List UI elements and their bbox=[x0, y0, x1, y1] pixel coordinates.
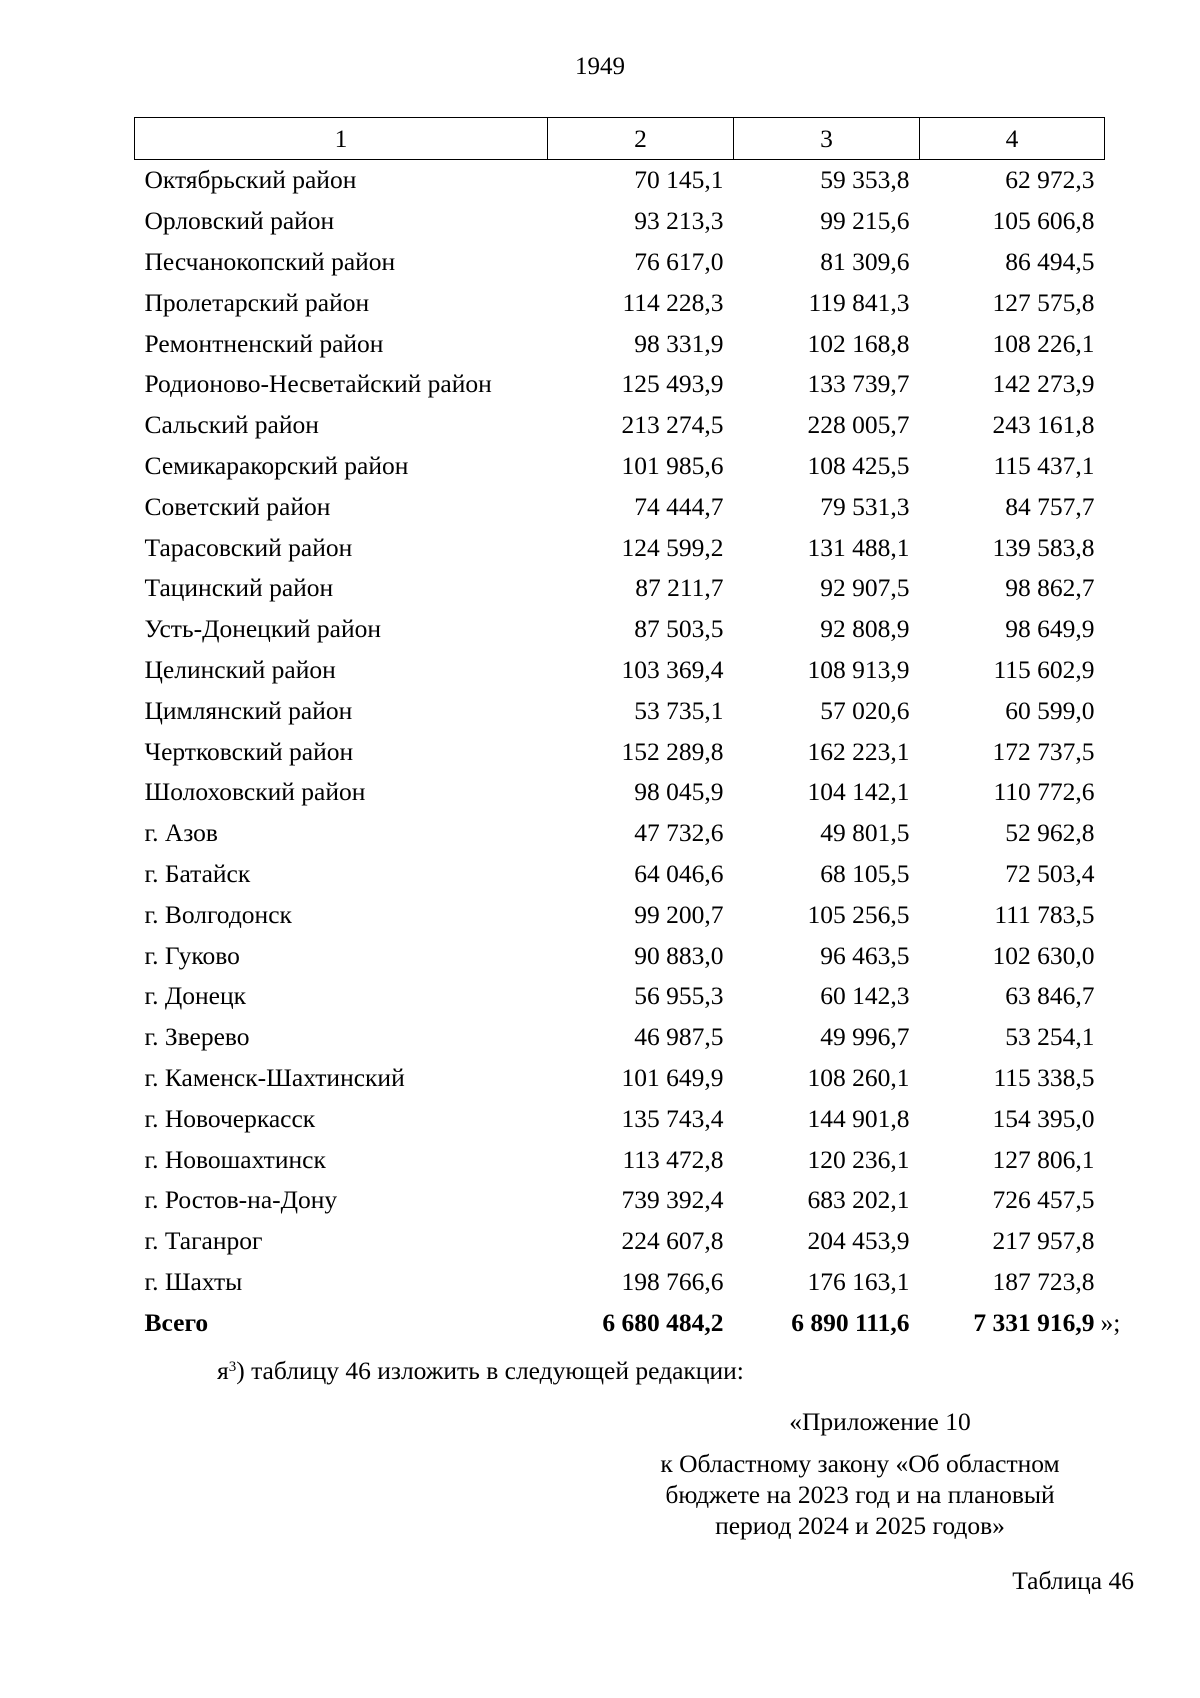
value-col-4: 63 846,7 bbox=[1005, 981, 1095, 1011]
value-col-4: 98 862,7 bbox=[1005, 573, 1095, 603]
value-col-4: 154 395,0 bbox=[992, 1103, 1095, 1133]
total-value-4 bbox=[920, 1302, 1121, 1343]
district-name: Песчанокопский район bbox=[144, 246, 396, 276]
table-row bbox=[135, 731, 1105, 772]
value-col-3: 99 215,6 bbox=[820, 206, 910, 236]
instruction-text: ) таблицу 46 изложить в следующей редакции: bbox=[236, 1356, 744, 1385]
value-col-4: 111 783,5 bbox=[994, 899, 1095, 929]
value-col-2: 152 289,8 bbox=[621, 736, 724, 766]
table-row bbox=[135, 690, 1105, 731]
district-name: Чертковский район bbox=[144, 736, 354, 766]
table-row bbox=[135, 1098, 1105, 1139]
table-row bbox=[135, 282, 1105, 323]
district-name: Орловский район bbox=[144, 206, 335, 236]
value-col-4: 115 437,1 bbox=[993, 450, 1095, 480]
value-col-3: 96 463,5 bbox=[820, 940, 910, 970]
district-name: г. Зверево bbox=[144, 1022, 250, 1052]
value-col-2: 198 766,6 bbox=[621, 1266, 724, 1296]
district-name: г. Таганрог bbox=[144, 1226, 263, 1256]
value-col-4: 102 630,0 bbox=[992, 940, 1095, 970]
district-name: г. Волгодонск bbox=[144, 899, 292, 929]
value-col-4: 105 606,8 bbox=[992, 206, 1095, 236]
value-col-4: 172 737,5 bbox=[992, 736, 1095, 766]
table-row bbox=[135, 486, 1105, 527]
value-col-2: 46 987,5 bbox=[634, 1022, 724, 1052]
table-row bbox=[135, 772, 1105, 813]
value-col-3: 81 309,6 bbox=[820, 246, 910, 276]
value-col-2: 70 145,1 bbox=[634, 165, 724, 195]
value-col-3: 92 907,5 bbox=[820, 573, 910, 603]
header-row bbox=[135, 118, 1105, 160]
table-row bbox=[135, 1017, 1105, 1058]
value-col-3: 120 236,1 bbox=[807, 1144, 910, 1174]
district-name: Родионово-Несветайский район bbox=[144, 369, 492, 399]
table-row bbox=[135, 160, 1105, 201]
district-name: г. Гуково bbox=[144, 940, 240, 970]
column-header-3: 3 bbox=[734, 118, 920, 160]
value-col-3: 119 841,3 bbox=[808, 287, 910, 317]
district-name: г. Ростов-на-Дону bbox=[144, 1185, 338, 1215]
value-col-3: 49 996,7 bbox=[820, 1022, 910, 1052]
table-row bbox=[135, 854, 1105, 895]
value-col-2: 103 369,4 bbox=[621, 654, 724, 684]
value-col-4: 139 583,8 bbox=[992, 532, 1095, 562]
district-name: Шолоховский район bbox=[144, 777, 366, 807]
value-col-3: 108 913,9 bbox=[807, 654, 910, 684]
value-col-4: 127 806,1 bbox=[992, 1144, 1095, 1174]
value-col-4: 726 457,5 bbox=[992, 1185, 1095, 1215]
table-row bbox=[135, 323, 1105, 364]
value-col-4: 52 962,8 bbox=[1005, 818, 1095, 848]
item-letter: я bbox=[217, 1356, 229, 1385]
table-row bbox=[135, 242, 1105, 283]
table-row bbox=[135, 609, 1105, 650]
value-col-4: 243 161,8 bbox=[992, 410, 1095, 440]
table-row bbox=[135, 1139, 1105, 1180]
page-number: 1949 bbox=[575, 53, 625, 80]
value-col-3: 108 425,5 bbox=[807, 450, 910, 480]
total-row bbox=[135, 1302, 1105, 1343]
table-row bbox=[135, 568, 1105, 609]
value-col-2: 101 649,9 bbox=[621, 1062, 724, 1092]
district-name: Сальский район bbox=[144, 410, 319, 440]
table-row bbox=[135, 650, 1105, 691]
column-header-4: 4 bbox=[920, 118, 1105, 160]
value-col-2: 64 046,6 bbox=[634, 858, 724, 888]
amendment-instruction bbox=[217, 1355, 744, 1387]
district-name: г. Донецк bbox=[144, 981, 246, 1011]
value-col-4: 142 273,9 bbox=[992, 369, 1095, 399]
value-col-3: 204 453,9 bbox=[807, 1226, 910, 1256]
value-col-4: 115 602,9 bbox=[993, 654, 1095, 684]
table-row bbox=[135, 446, 1105, 487]
district-name: Советский район bbox=[144, 491, 331, 521]
value-col-3: 105 256,5 bbox=[807, 899, 910, 929]
district-name: г. Новошахтинск bbox=[144, 1144, 326, 1174]
district-name: Тацинский район bbox=[144, 573, 334, 603]
value-col-4: 72 503,4 bbox=[1005, 858, 1095, 888]
annex-line: к Областному закону «Об областном bbox=[660, 1449, 1060, 1478]
district-name: Цимлянский район bbox=[144, 695, 353, 725]
annex-line: бюджете на 2023 год и на плановый bbox=[665, 1480, 1055, 1509]
district-name: Октябрьский район bbox=[144, 165, 357, 195]
total-value-2: 6 680 484,2 bbox=[602, 1307, 724, 1337]
table-row bbox=[135, 935, 1105, 976]
value-col-3: 68 105,5 bbox=[820, 858, 910, 888]
value-col-3: 79 531,3 bbox=[820, 491, 910, 521]
table-row bbox=[135, 405, 1105, 446]
value-col-4: 108 226,1 bbox=[992, 328, 1095, 358]
value-col-4: 84 757,7 bbox=[1005, 491, 1095, 521]
value-col-2: 124 599,2 bbox=[621, 532, 724, 562]
value-col-4: 115 338,5 bbox=[993, 1062, 1095, 1092]
value-col-2: 87 211,7 bbox=[635, 573, 724, 603]
value-col-2: 99 200,7 bbox=[634, 899, 724, 929]
value-col-3: 683 202,1 bbox=[807, 1185, 910, 1215]
value-col-4: 127 575,8 bbox=[992, 287, 1095, 317]
value-col-2: 74 444,7 bbox=[634, 491, 724, 521]
annex-reference bbox=[620, 1448, 1100, 1541]
table-row bbox=[135, 1058, 1105, 1099]
value-col-2: 47 732,6 bbox=[634, 818, 724, 848]
value-col-2: 125 493,9 bbox=[621, 369, 724, 399]
value-col-4: 217 957,8 bbox=[992, 1226, 1095, 1256]
value-col-2: 224 607,8 bbox=[621, 1226, 724, 1256]
district-name: Целинский район bbox=[144, 654, 336, 684]
table-row bbox=[135, 976, 1105, 1017]
column-header-2: 2 bbox=[548, 118, 734, 160]
table-row bbox=[135, 364, 1105, 405]
value-col-4: 53 254,1 bbox=[1005, 1022, 1095, 1052]
total-value-4-number: 7 331 916,9 bbox=[973, 1307, 1095, 1337]
district-name: Усть-Донецкий район bbox=[144, 614, 381, 644]
value-col-3: 60 142,3 bbox=[820, 981, 910, 1011]
value-col-3: 92 808,9 bbox=[820, 614, 910, 644]
value-col-3: 49 801,5 bbox=[820, 818, 910, 848]
table-row bbox=[135, 1221, 1105, 1262]
value-col-2: 53 735,1 bbox=[634, 695, 724, 725]
value-col-4: 98 649,9 bbox=[1005, 614, 1095, 644]
value-col-3: 133 739,7 bbox=[807, 369, 910, 399]
value-col-4: 62 972,3 bbox=[1005, 165, 1095, 195]
table-row bbox=[135, 1180, 1105, 1221]
district-name: Пролетарский район bbox=[144, 287, 370, 317]
value-col-2: 739 392,4 bbox=[621, 1185, 724, 1215]
value-col-2: 113 472,8 bbox=[622, 1144, 724, 1174]
district-name: г. Новочеркасск bbox=[144, 1103, 316, 1133]
value-col-2: 56 955,3 bbox=[634, 981, 724, 1011]
table-row bbox=[135, 201, 1105, 242]
column-header-1: 1 bbox=[135, 118, 548, 160]
table-header bbox=[135, 118, 1105, 160]
value-col-2: 135 743,4 bbox=[621, 1103, 724, 1133]
district-name: г. Батайск bbox=[144, 858, 251, 888]
total-label: Всего bbox=[144, 1307, 209, 1337]
district-name: г. Азов bbox=[144, 818, 218, 848]
value-col-3: 104 142,1 bbox=[807, 777, 910, 807]
annex-title: «Приложение 10 bbox=[789, 1407, 971, 1436]
value-col-4: 110 772,6 bbox=[993, 777, 1095, 807]
value-col-2: 93 213,3 bbox=[634, 206, 724, 236]
table-row bbox=[135, 894, 1105, 935]
district-name: г. Шахты bbox=[144, 1266, 243, 1296]
value-col-4: 187 723,8 bbox=[992, 1266, 1095, 1296]
value-col-2: 90 883,0 bbox=[634, 940, 724, 970]
value-col-2: 98 331,9 bbox=[634, 328, 724, 358]
table-label: Таблица 46 bbox=[1012, 1566, 1134, 1595]
value-col-2: 101 985,6 bbox=[621, 450, 724, 480]
table-body bbox=[135, 160, 1121, 1344]
value-col-3: 57 020,6 bbox=[820, 695, 910, 725]
value-col-2: 87 503,5 bbox=[634, 614, 724, 644]
value-col-3: 59 353,8 bbox=[820, 165, 910, 195]
annex-line: период 2024 и 2025 годов» bbox=[715, 1511, 1005, 1540]
item-superscript: 3 bbox=[228, 1359, 237, 1375]
district-name: Семикаракорский район bbox=[144, 450, 409, 480]
closing-quote: »; bbox=[1100, 1307, 1121, 1337]
table-row bbox=[135, 1262, 1105, 1303]
total-value-3: 6 890 111,6 bbox=[791, 1307, 910, 1337]
value-col-3: 108 260,1 bbox=[807, 1062, 910, 1092]
budget-table bbox=[134, 117, 1121, 1343]
district-name: Ремонтненский район bbox=[144, 328, 384, 358]
value-col-3: 131 488,1 bbox=[807, 532, 910, 562]
value-col-3: 162 223,1 bbox=[807, 736, 910, 766]
district-name: Тарасовский район bbox=[144, 532, 353, 562]
table-row bbox=[135, 813, 1105, 854]
value-col-2: 98 045,9 bbox=[634, 777, 724, 807]
value-col-2: 76 617,0 bbox=[634, 246, 724, 276]
value-col-3: 144 901,8 bbox=[807, 1103, 910, 1133]
value-col-4: 86 494,5 bbox=[1005, 246, 1095, 276]
value-col-3: 102 168,8 bbox=[807, 328, 910, 358]
value-col-3: 176 163,1 bbox=[807, 1266, 910, 1296]
value-col-2: 213 274,5 bbox=[621, 410, 724, 440]
value-col-3: 228 005,7 bbox=[807, 410, 910, 440]
table-row bbox=[135, 527, 1105, 568]
district-name: г. Каменск-Шахтинский bbox=[144, 1062, 405, 1092]
value-col-4: 60 599,0 bbox=[1005, 695, 1095, 725]
value-col-2: 114 228,3 bbox=[622, 287, 724, 317]
